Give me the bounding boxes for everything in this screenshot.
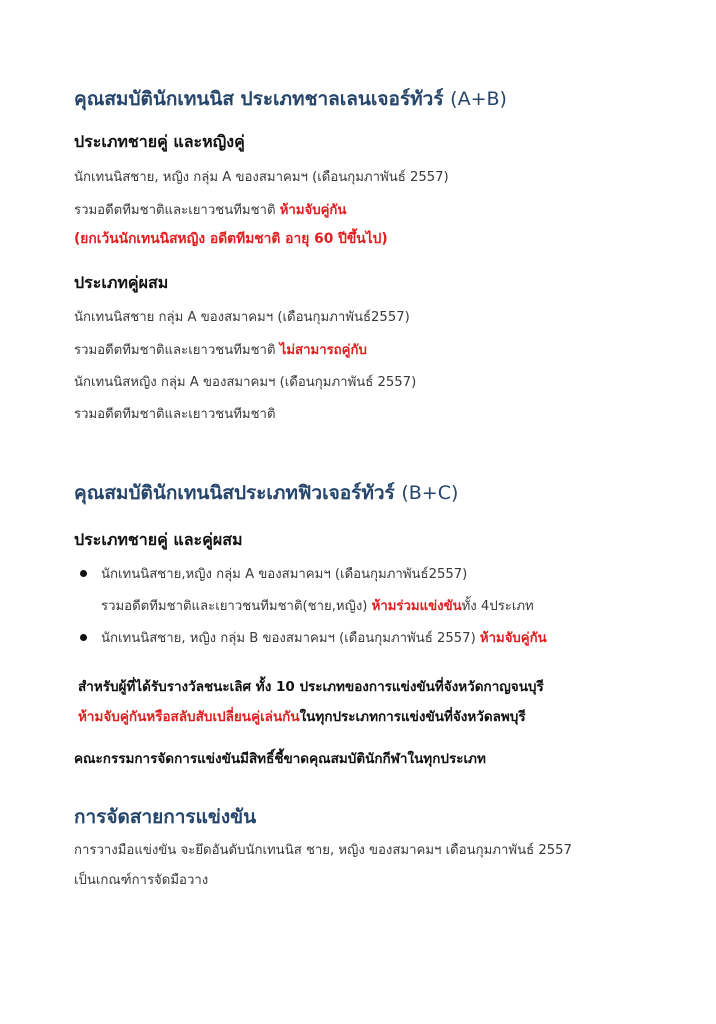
- committee-note: คณะกรรมการจัดการแข่งขันมีสิทธิ์ชี้ขาดคุณสมบัตินักกีฬาในทุกประเภท: [74, 751, 486, 767]
- mixed-line-2-text: รวมอดีตทีมชาติและเยาวชนทีมชาติ: [74, 343, 280, 358]
- challenger-title-code: (A+B): [450, 88, 507, 110]
- doubles-restriction: ห้ามจับคู่กัน: [279, 203, 347, 218]
- mixed-line-3: นักเทนนิสหญิง กลุ่ม A ของสมาคมฯ (เดือนกุมภาพันธ์ 2557): [74, 375, 417, 390]
- doubles-line-2-text: รวมอดีตทีมชาติและเยาวชนทีมชาติ: [74, 203, 280, 218]
- future-title-code: (B+C): [401, 482, 459, 504]
- future-bullet-2-text: นักเทนนิสชาย, หญิง กลุ่ม B ของสมาคมฯ (เดือนกุมภาพันธ์ 2557): [101, 631, 480, 646]
- winners-note-restriction: ห้ามจับคู่กันหรือสลับสับเปลี่ยนคู่เล่นกัน: [78, 709, 300, 725]
- mixed-line-1: นักเทนนิสชาย กลุ่ม A ของสมาคมฯ (เดือนกุมภาพันธ์2557): [74, 310, 410, 325]
- future-heading: ประเภทชายคู่ และคู่ผสม: [74, 530, 243, 549]
- winners-note-line-1: สำหรับผู้ที่ได้รับรางวัลชนะเลิศ ทั้ง 10 ประเภทของการแข่งขันที่จังหวัดกาญจนบุรี: [78, 679, 544, 695]
- doubles-line-1: นักเทนนิสชาย, หญิง กลุ่ม A ของสมาคมฯ (เดือนกุมภาพันธ์ 2557): [74, 170, 449, 185]
- doubles-exception: (ยกเว้นนักเทนนิสหญิง อดีตทีมชาติ อายุ 60 ปีขึ้นไป): [74, 231, 388, 247]
- challenger-title-text: คุณสมบัตินักเทนนิส ประเภทชาลเลนเจอร์ทัวร์: [74, 88, 444, 110]
- future-title: [74, 478, 458, 508]
- future-title-text: คุณสมบัตินักเทนนิสประเภทฟิวเจอร์ทัวร์: [74, 482, 395, 504]
- mixed-restriction: ไม่สามารถคู่กับ: [279, 343, 367, 358]
- future-bullet-1-tail: ทั้ง 4ประเภท: [461, 599, 534, 614]
- doubles-heading: ประเภทชายคู่ และหญิงคู่: [74, 132, 245, 151]
- mixed-line-4: รวมอดีตทีมชาติและเยาวชนทีมชาติ: [74, 407, 276, 422]
- winners-note-line-2: [78, 705, 526, 727]
- doubles-line-2: [74, 199, 346, 220]
- future-bullet-2-restriction: ห้ามจับคู่กัน: [479, 631, 547, 646]
- future-bullet-1-restriction: ห้ามร่วมแข่งขัน: [371, 599, 462, 614]
- draw-line-2: เป็นเกณฑ์การจัดมือวาง: [74, 873, 209, 888]
- challenger-title: [74, 84, 507, 114]
- future-bullet-1-line-2: [101, 595, 534, 616]
- draw-line-1: การวางมือแข่งขัน จะยึดอันดับนักเทนนิส ชาย, หญิง ของสมาคมฯ เดือนกุมภาพันธ์ 2557: [74, 843, 572, 858]
- mixed-heading: ประเภทคู่ผสม: [74, 273, 169, 292]
- winners-note-tail: ในทุกประเภทการแข่งขันที่จังหวัดลพบุรี: [299, 709, 526, 725]
- future-bullet-1-line-1: นักเทนนิสชาย,หญิง กลุ่ม A ของสมาคมฯ (เดือนกุมภาพันธ์2557): [101, 567, 468, 582]
- bullet-icon: [80, 634, 87, 641]
- bullet-icon: [80, 570, 87, 577]
- future-bullet-2: [101, 627, 547, 648]
- draw-title: การจัดสายการแข่งขัน: [74, 806, 257, 828]
- future-bullet-1-text: รวมอดีตทีมชาติและเยาวชนทีมชาติ(ชาย,หญิง): [101, 599, 372, 614]
- mixed-line-2: [74, 339, 367, 360]
